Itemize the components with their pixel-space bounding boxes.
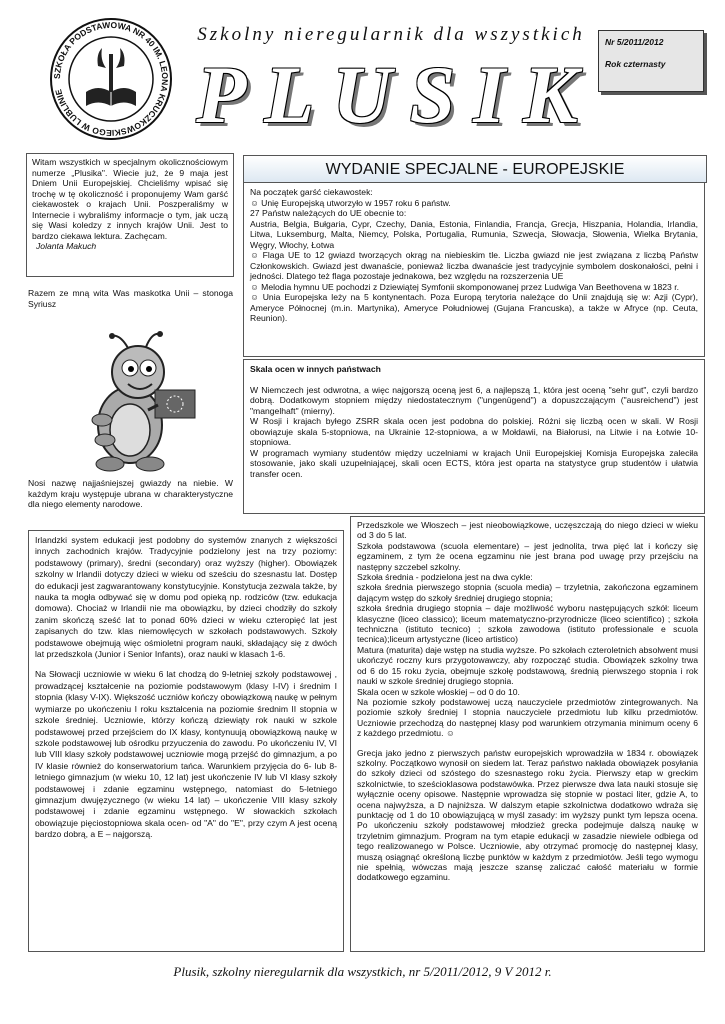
facts-line: ☺ Melodia hymnu UE pochodzi z Dziewiątej Symfonii skomponowanej przez Ludwiga Van Beethovena w 1823 r. — [250, 281, 679, 292]
welcome-text: Witam wszystkich w specjalnym okolicznościowym numerze „Plusika". Wiecie już, że 9 maja jest Dniem Unii Europejskiej. Chcieliśmy wpisać się trochę w tę okoliczność i proponujemy Wam garść ciekawostek o krajach Unii. Poszperaliśmy w Internecie i wybraliśmy informacje o tym, jak uczą się Wasi koledzy z innych krajów Unii. Jest to bardzo ciekawa lektura. Zachęcam. — [32, 157, 228, 241]
grades-title: Skala ocen w innych państwach — [250, 364, 381, 374]
italy-paragraph: Matura (maturita) daje wstęp na studia wyższe. Po szkołach czteroletnich absolwent musi ukończyć roczny kurs przygotowawczy, aby rozpocząć studia. Obowiązek szkolny trwa od 6 do 15 roku życia, obejmuje szkołę podstawową, średnią pierwszego stopnia i rok nauki w szkole średniej drugiego stopnia. — [357, 644, 698, 687]
seal-text: SZKOŁA PODSTAWOWA NR 40 IM. LEONA KRUCZKOWSKIEGO W LUBLINIE — [51, 19, 171, 139]
grades-paragraph: W programach wymiany studentów między uczelniami w krajach Unii Europejskiej Komisja Europejska zaleciła stosowanie, jako skali uzupełniającej, skali ocen ECTS, która jest oparta na statystyce grup studentów i ułatwia transfer ocen. — [250, 447, 698, 479]
special-edition-headline: WYDANIE SPECJALNE - EUROPEJSKIE — [243, 155, 707, 183]
issue-number: Nr 5/2011/2012 — [605, 37, 664, 47]
italy-paragraph: Skala ocen w szkole włoskiej – od 0 do 10. — [357, 686, 520, 697]
eu-facts-box — [243, 182, 705, 357]
grading-scales-box — [243, 359, 705, 514]
ireland-paragraph: Irlandzki system edukacji jest podobny do systemów znanych z większości innych zachodnich krajów. Tradycyjnie podzielony jest na trzy poziomy: podstawowy (primary), średni (secondary) oraz wyższy (higher). Obowiązek szkolny w Irlandii dotyczy dzieci w wieku od sześciu do szesnastu lat. Dostęp do edukacji jest zagwarantowany konstytucyjnie. Konstytucja zezwala także, by nauka ta mogła odbywać się w domu pod opieką np. rodziców (tzw. edukacja domowa). Chociaż w Irlandii nie ma obowiązku, by dzieci chodziły do szkoły zanim skończą sześć lat to ponad 60% dzieci w wieku czteropięć lat jest zapisanych do tzw. klas niemowlęcych w szkołach podstawowych. Szkoły podstawowe obejmują więc ośmioletni program nauki, składający się z dwóch lat przedszkola (Junior i Senior Infants), oraz nauki w klasach 1-6. — [35, 535, 337, 660]
facts-line: ☺ Flaga UE to 12 gwiazd tworzących okrąg na niebieskim tle. Liczba gwiazd nie jest związana z liczbą Państw Członkowskich. Gwiazd jest dwanaście, ponieważ liczba dwanaście jest tradycyjnie symbolem doskonałości, pełni i jedności. Dlatego też flaga pozostaje jednakowa, bez względu na rozszerzenia UE — [250, 250, 698, 281]
school-seal-logo — [36, 14, 186, 144]
italy-paragraph: Szkoła podstawowa (scuola elementare) – jest jednolita, trwa pięć lat i kończy się egzaminem, z tym że ocena egzaminu nie jest brana pod uwagę przy przejściu na następny szczebel szkolny. — [357, 540, 698, 572]
italy-paragraph: szkoła średnia drugiego stopnia – daje możliwość wyboru następujących szkół: liceum klasyczne (liceo classico); liceum matematyczno-przyrodnicze (liceo scientifico) ; szkoła techniczna (istituto tecnico) ; szkoła zawodowa (istituto professionale e scuola tecnica);liceum artystyczne (liceo artistico) — [357, 603, 698, 645]
mascot-note: Nosi nazwę najjaśniejszej gwiazdy na niebie. W każdym kraju występuje ubrana w charakterystyczne dla niego elementy narodowe. — [28, 478, 233, 509]
italy-paragraph: Na poziomie szkoły podstawowej uczą nauczyciele przedmiotów zintegrowanych. Na poziomie szkoły średniej I stopnia nauczyciele przedmiotu lub kilku przedmiotów. Uczniowie przechodzą do następnej klasy pod warunkiem otrzymania minimum oceny 6 z każdego przedmiotu. ☺ — [357, 696, 698, 739]
issue-info-box — [598, 30, 704, 92]
grades-paragraph: W Rosji i krajach byłego ZSRR skala ocen jest podobna do polskiej. Różni się liczbą ocen w skali. W Rosji obowiązuje skala 5-stopniowa, na Ukrainie 12-stopniowa, a w Mołdawii, na Białorusi, na Litwie i na Łotwie 10-stopniowa. — [250, 416, 698, 447]
facts-line: ☺ Unię Europejską utworzyło w 1957 roku 6 państw. — [250, 197, 451, 208]
welcome-signature: Jolanta Makuch — [36, 241, 97, 251]
ireland-slovakia-article — [28, 530, 344, 952]
newspaper-subtitle: Szkolny nieregularnik dla wszystkich — [197, 24, 585, 45]
slovakia-paragraph: Na Słowacji uczniowie w wieku 6 lat chodzą do 9-letniej szkoły podstawowej , prowadzącej kształcenie na poziomie podstawowym (klasy I-IV) i średnim I stopnia (klasy V-IX). Większość uczniów kończy obowiązkową naukę w pełnym wymiarze po ukończeniu I roku kształcenia na poziomie średnim II stopnia w szkole średniej. Uczniowie, którzy kończą dziewiąty rok nauki w szkole podstawowej przed przejściem do IX klasy, kontynuują obowiązkową naukę w szkole podstawowej lub ośrodku przyuczenia do zawodu. Po ukończeniu IV, VI lub VIII klasy szkoły podstawowej uczniowie mogą przejść do gimnazjum, a po IV klasie również do konserwatorium tańca. Warunkiem przyjęcia do 6- lub 8-letniego gimnazjum (w wieku 10, 12 lat) jest ukończenie IV lub VI klasy szkoły podstawowej i zdanie egzaminu wstępnego, natomiast do 5-letniego gimnazjum dwujęzycznego (w wieku 14 lat) – ukończenie VIII klasy szkoły podstawowej i zdanie egzaminu wstępnego. W słowackich szkołach obowiązuje pięciostopniowa skala ocen- od "A" do "E", przy czym A jest oceną bardzo dobrą, a E – najgorszą. — [35, 669, 337, 840]
facts-line: 27 Państw należących do UE obecnie to: — [250, 208, 407, 218]
facts-line: ☺ Unia Europejska leży na 5 kontynentach. Poza Europą terytoria należące do Unii znajdują się w: Azji (Cypr), Ameryce Północnej (m.in. Martynika), Ameryce Południowej (Gujana Francuska), a także w Afryce (np. Ceuta, Reunion). — [250, 292, 698, 323]
welcome-note — [26, 153, 234, 277]
facts-line: Austria, Belgia, Bułgaria, Cypr, Czechy, Dania, Estonia, Finlandia, Francja, Grecja, Hiszpania, Holandia, Irlandia, Litwa, Luksemburg, Malta, Niemcy, Polska, Portugalia, Rumunia, Szwecja, Słowacja, Słowenia, Wielka Brytania, Węgry, Włochy, Łotwa — [250, 218, 698, 250]
italy-paragraph: Przedszkole we Włoszech – jest nieobowiązkowe, uczęszczają do niego dzieci w wieku od 3 do 5 lat. — [357, 520, 698, 541]
mascot-syriusz-illustration — [60, 330, 210, 480]
grades-paragraph: W Niemczech jest odwrotna, a więc najgorszą oceną jest 6, a najlepszą 1, która jest oceną "sehr gut", czyli bardzo dobrą. Dodatkowym stopniem między niedostatecznym ("ungenügend") a dopuszczającym ("ausreichend") jest "mangelhaft" (mierny). — [250, 384, 698, 416]
facts-line: Na początek garść ciekawostek: — [250, 187, 373, 197]
italy-paragraph: Szkoła średnia - podzielona jest na dwa cykle: — [357, 572, 533, 583]
greece-paragraph: Grecja jako jedno z pierwszych państw europejskich wprowadziła w 1834 r. obowiązek szkolny. Początkowo wynosił on siedem lat. Teraz państwo nakłada obowiązek posyłania do szkoły dzieci od szóstego do szesnastego roku życia. Pierwszy etap w greckim szkolnictwie, to sześcioklasowa podstawówka. Przez pierwsze dwa lata nauki stosuje się wyłącznie oceny opisowe. Następnie wprowadza się stopnie w postaci liter, gdzie A, to ocena najwyższa, a D najniższa. W dalszym etapie szkolnictwa dodatkowo wdraża się punktację od 1 do 10 obowiązującą w myśl zasady: im wyższy punkt tym lepsza ocena. Po ukończeniu szkoły podstawowej młodzież grecka podejmuje dalszą naukę w trzyletnim gimnazjum. Program na tym etapie edukacji w zasadzie niewiele odbiega od tego realizowanego w Polsce. Uczniowie, aby otrzymać promocję do następnej klasy, muszą osiągnąć określoną liczbę punktów w każdym z przedmiotów. Jeśli tego wymogu nie spełnią, wówczas mają jeszcze szansę zaliczać całość materiału w formie dodatkowego egzaminu. — [357, 747, 698, 883]
mascot-caption: Razem ze mną wita Was maskotka Unii – stonoga Syriusz — [28, 288, 233, 309]
italy-paragraph: szkoła średnia pierwszego stopnia (scuola media) – trzyletnia, zakończona egzaminem dającym wstęp do szkoły średniej drugiego stopnia; — [357, 582, 698, 603]
school-year: Rok czternasty — [605, 59, 666, 69]
page-footer: Plusik, szkolny nieregularnik dla wszystkich, nr 5/2011/2012, 9 V 2012 r. — [173, 964, 552, 979]
newspaper-title: PLUSIK — [196, 49, 596, 140]
italy-greece-article — [350, 516, 705, 952]
